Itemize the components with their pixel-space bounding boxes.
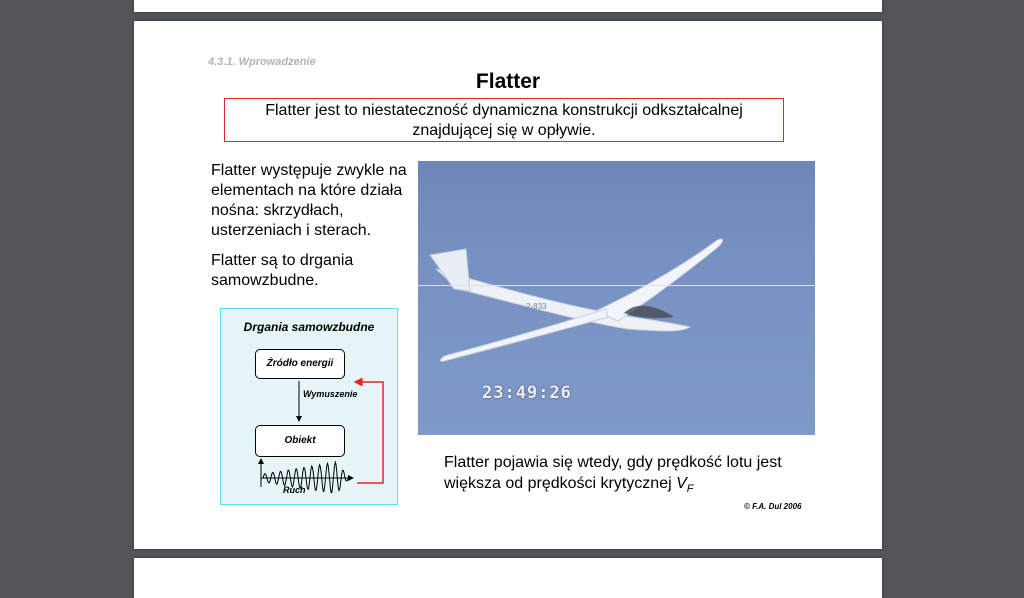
aircraft-registration: 2-833 [526,302,547,311]
feedback-arrow [355,382,383,483]
section-header: 4.3.1. Wprowadzenie [208,56,316,68]
glider-illustration [418,161,815,435]
caption-subscript: F [686,483,694,496]
motion-signal-wave [263,462,349,492]
caption-symbol: V [676,475,687,492]
glider-photo [418,161,815,435]
previous-page [134,0,882,12]
diagram-arrows [221,309,399,506]
caption-text: Flatter pojawia się wtedy, gdy prędkość lotu jest większa od prędkości krytycznej [444,454,782,492]
energy-source-node: Źródło energii [255,349,345,379]
intro-paragraph-2: Flatter są to drgania samowzbudne. [211,252,354,289]
motion-label: Ruch [283,485,306,495]
definition-box: Flatter jest to niestateczność dynamiczna konstrukcji odkształcalnej znajdującej się w opływie. [224,98,784,142]
slide-title: Flatter [475,70,541,93]
intro-text [211,161,421,301]
excitation-label: Wymuszenie [303,389,358,399]
intro-paragraph-1: Flatter występuje zwykle na elementach na które działa nośna: skrzydłach, usterzeniach i sterach. [211,162,407,239]
video-timestamp: 23:49:26 [482,383,572,403]
diagram-title: Drgania samowzbudne [243,320,375,334]
caption [444,452,814,500]
object-node: Obiekt [255,425,345,457]
self-excitation-diagram [220,308,398,505]
video-scanline [418,285,815,286]
copyright: © F.A. Dul 2006 [744,502,802,511]
pdf-page [134,21,882,549]
next-page [134,558,882,598]
